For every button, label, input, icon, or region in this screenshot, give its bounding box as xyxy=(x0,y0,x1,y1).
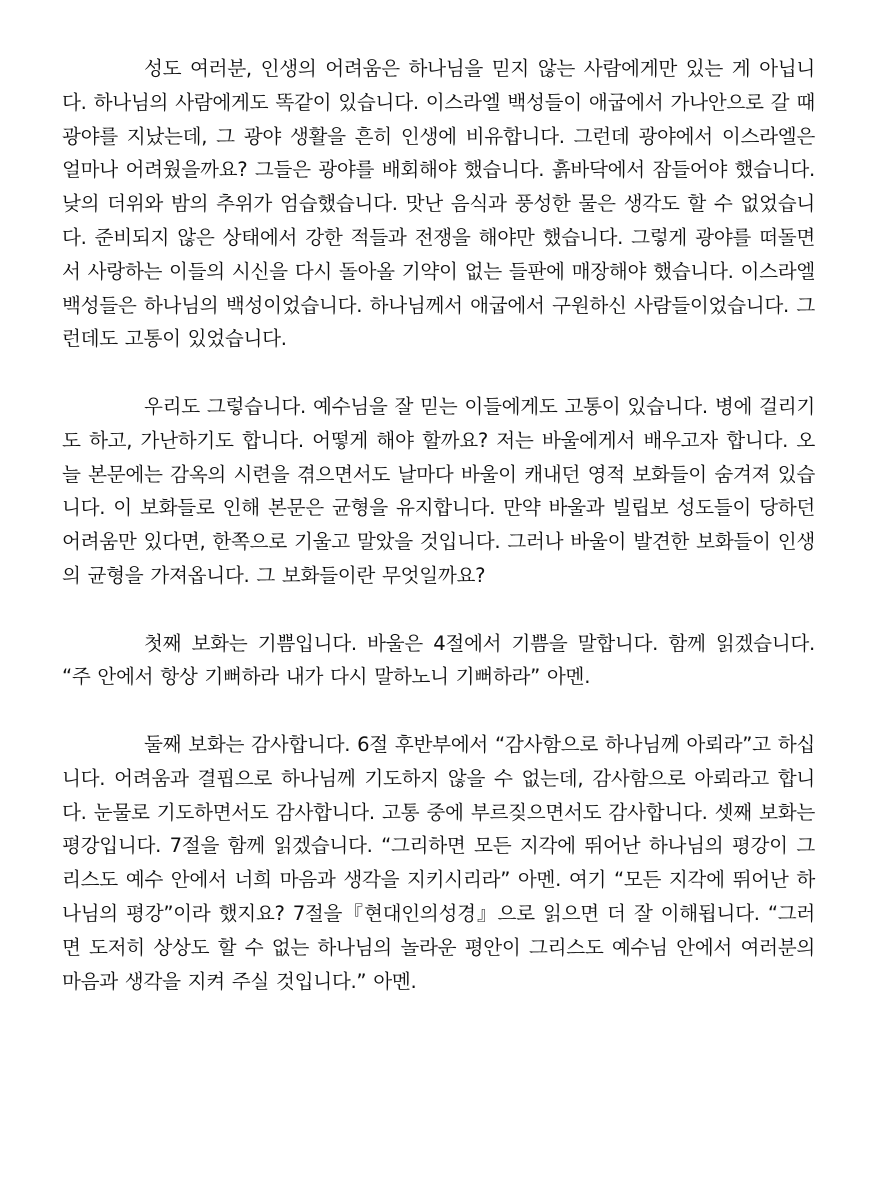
paragraph-4: 둘째 보화는 감사합니다. 6절 후반부에서 “감사함으로 하나님께 아뢰라”고 하십니다. 어려움과 결핍으로 하나님께 기도하지 않을 수 없는데, 감사함으로 아뢰라고 합니다. 눈물로 기도하면서도 감사합니다. 고통 중에 부르짖으면서도 감사합니다. 셋째 보화는 평강입니다. 7절을 함께 읽겠습니다. “그리하면 모든 지각에 뛰어난 하나님의 평강이 그리스도 예수 안에서 너희 마음과 생각을 지키시리라” 아멘. 여기 “모든 지각에 뛰어난 하나님의 평강”이라 했지요? 7절을『현대인의성경』으로 읽으면 더 잘 이해됩니다. “그러면 도저히 상상도 할 수 없는 하나님의 놀라운 평안이 그리스도 예수님 안에서 여러분의 마음과 생각을 지켜 주실 것입니다.” 아멘. xyxy=(62,732,815,993)
paragraph-2: 우리도 그렇습니다. 예수님을 잘 믿는 이들에게도 고통이 있습니다. 병에 걸리기도 하고, 가난하기도 합니다. 어떻게 해야 할까요? 저는 바울에게서 배우고자 합니다. 오늘 본문에는 감옥의 시련을 겪으면서도 날마다 바울이 캐내던 영적 보화들이 숨겨져 있습니다. 이 보화들로 인해 본문은 균형을 유지합니다. 만약 바울과 빌립보 성도들이 당하던 어려움만 있다면, 한쪽으로 기울고 말았을 것입니다. 그러나 바울이 발견한 보화들이 인생의 균형을 가져옵니다. 그 보화들이란 무엇일까요? xyxy=(62,394,815,587)
sermon-document xyxy=(62,52,815,998)
paragraph-gap xyxy=(62,356,815,390)
paragraph-gap xyxy=(62,694,815,728)
paragraph-1: 성도 여러분, 인생의 어려움은 하나님을 믿지 않는 사람에게만 있는 게 아닙니다. 하나님의 사람에게도 똑같이 있습니다. 이스라엘 백성들이 애굽에서 가나안으로 갈 때 광야를 지났는데, 그 광야 생활을 흔히 인생에 비유합니다. 그런데 광야에서 이스라엘은 얼마나 어려웠을까요? 그들은 광야를 배회해야 했습니다. 흙바닥에서 잠들어야 했습니다. 낮의 더위와 밤의 추위가 엄습했습니다. 맛난 음식과 풍성한 물은 생각도 할 수 없었습니다. 준비되지 않은 상태에서 강한 적들과 전쟁을 해야만 했습니다. 그렇게 광야를 떠돌면서 사랑하는 이들의 시신을 다시 돌아올 기약이 없는 들판에 매장해야 했습니다. 이스라엘 백성들은 하나님의 백성이었습니다. 하나님께서 애굽에서 구원하신 사람들이었습니다. 그런데도 고통이 있었습니다. xyxy=(62,57,815,351)
paragraph-gap xyxy=(62,593,815,627)
paragraph-3: 첫째 보화는 기쁨입니다. 바울은 4절에서 기쁨을 말합니다. 함께 읽겠습니다. “주 안에서 항상 기뻐하라 내가 다시 말하노니 기뻐하라” 아멘. xyxy=(62,631,815,689)
